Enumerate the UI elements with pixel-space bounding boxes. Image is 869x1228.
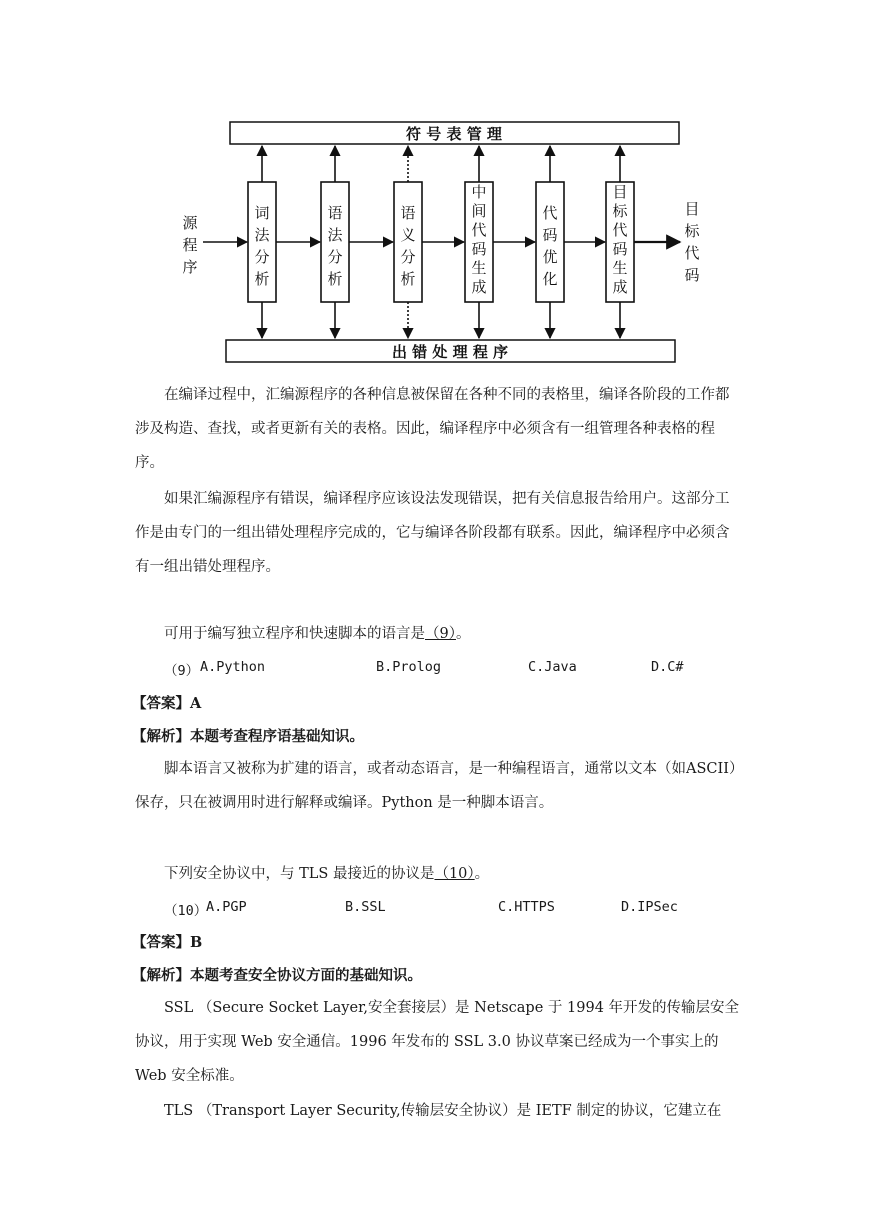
q9-option-c: C.Java <box>528 659 577 675</box>
symbol-table-label: 符 号 表 管 理 <box>406 125 502 143</box>
q9-number: （9） <box>164 663 200 679</box>
q10-option-d: D.IPSec <box>621 899 678 915</box>
input-label: 源程序 <box>182 214 198 276</box>
q10-option-c: C.HTTPS <box>498 899 555 915</box>
q9-stem: 可用于编写独立程序和快速脚本的语言是（9）。 <box>164 626 471 642</box>
q10-analysis: 【解析】本题考查安全协议方面的基础知识。 <box>132 967 422 984</box>
stage-label-3: 语义分析 <box>400 204 416 288</box>
q10-option-a: A.PGP <box>206 899 247 915</box>
ssl-explanation: SSL （Secure Socket Layer,安全套接层）是 Netscape 于 1994 年开发的传输层安全协议，用于实现 Web 安全通信。1996 年发布的 SSL 3.0 协议草案已经成为一个事实上的 Web 安全标准。 <box>135 1000 740 1084</box>
q10-answer: 【答案】B <box>132 934 203 951</box>
q9-blank: （9） <box>425 626 456 642</box>
q9-explanation: 脚本语言又被称为扩建的语言，或者动态语言，是一种编程语言，通常以文本（如ASCII）保存，只在被调用时进行解释或编译。Python 是一种脚本语言。 <box>135 761 737 811</box>
q9-analysis: 【解析】本题考查程序语基础知识。 <box>132 728 364 745</box>
paragraph-error-handling: 如果汇编源程序有错误，编译程序应该设法发现错误，把有关信息报告给用户。这部分工作是由专门的一组出错处理程序完成的，它与编译各阶段都有联系。因此，编译程序中必须含有一组出错处理程序。 <box>135 491 730 575</box>
compiler-structure-diagram <box>0 0 869 380</box>
q10-number: （10） <box>164 903 208 919</box>
q10-stem: 下列安全协议中，与 TLS 最接近的协议是（10）。 <box>164 866 490 882</box>
tls-explanation: TLS （Transport Layer Security,传输层安全协议）是 IETF 制定的协议，它建立在 <box>164 1103 722 1119</box>
stage-label-2: 语法分析 <box>327 204 343 288</box>
error-handling-label: 出 错 处 理 程 序 <box>391 343 509 361</box>
q9-option-d: D.C# <box>651 659 684 675</box>
output-label: 目标代码 <box>684 200 700 284</box>
stage-label-5: 代码优化 <box>542 204 558 288</box>
stage-label-4: 中间代码生成 <box>471 183 487 296</box>
q9-option-b: B.Prolog <box>376 659 442 675</box>
stage-label-6: 目标代码生成 <box>612 183 628 296</box>
q10-blank: （10） <box>434 866 475 882</box>
q10-option-b: B.SSL <box>345 899 386 915</box>
stage-group <box>203 146 680 338</box>
q9-option-a: A.Python <box>200 659 266 675</box>
stage-label-1: 词法分析 <box>254 204 270 288</box>
q9-answer: 【答案】A <box>132 695 202 712</box>
paragraph-symbol-table: 在编译过程中，汇编源程序的各种信息被保留在各种不同的表格里，编译各阶段的工作都涉及构造、查找，或者更新有关的表格。因此，编译程序中必须含有一组管理各种表格的程序。 <box>135 387 730 471</box>
